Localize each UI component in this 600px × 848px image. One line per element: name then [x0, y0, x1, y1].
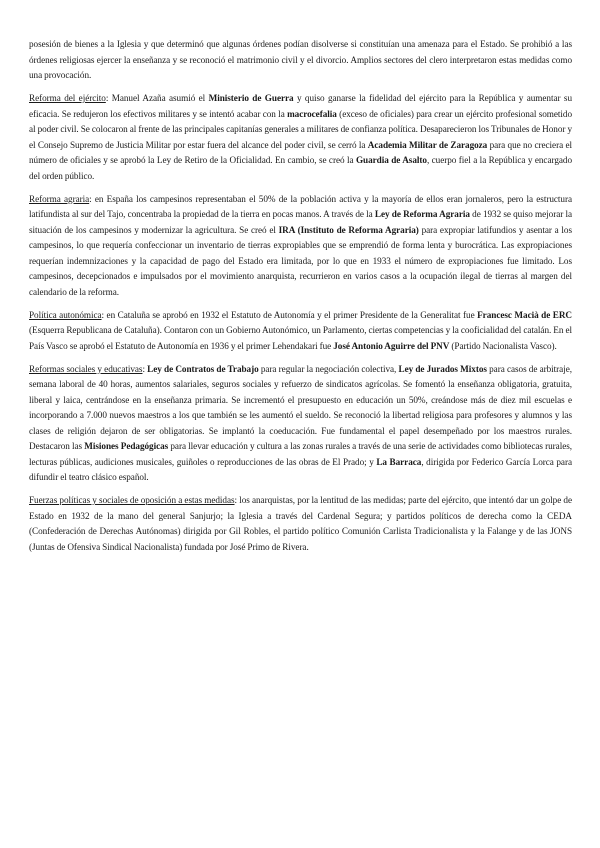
- section-heading-politica-autonomica: Política autonómica: [29, 309, 102, 320]
- section-heading-fuerzas-oposicion: Fuerzas políticas y sociales de oposición a estas medidas: [29, 495, 235, 505]
- bold-term-guardia-asalto: Guardia de Asalto: [355, 155, 427, 165]
- paragraph-politica-autonomica: [29, 308, 572, 355]
- paragraph-text: para casos de arbitraje, semana laboral de 40 horas, aumentos salariales, seguros sociales y refuerzo de sindicatos agrícolas. Se fomentó la enseñanza obligatoria, gratuita, liberal y laica, centrándose en la enseñanza primaria. Se incrementó el presupuesto en educación un 50%, creándose más de diez mil escuelas e incorporando a 7.000 nuevos maestros a los que también se les aumentó el sueldo. Se reconoció la libertad religiosa para profesores y alumnos y las clases de religión dejaron de ser obligatorias. Se implantó la coeducación. Fue fundamental el papel desempeñado por los maestros rurales. Destacaron las: [29, 363, 572, 451]
- bold-term-ley-contratos: Ley de Contratos de Trabajo: [147, 363, 259, 374]
- paragraph-reformas-sociales: [29, 362, 572, 486]
- bold-term-ira: IRA (Instituto de Reforma Agraria): [278, 224, 419, 235]
- section-heading-reformas-sociales: Reformas sociales y educativas: [29, 363, 143, 374]
- bold-term-academia-militar: Academia Militar de Zaragoza: [367, 139, 488, 150]
- paragraph-text: (Partido Nacionalista Vasco).: [449, 340, 557, 351]
- intro-text: posesión de bienes a la Iglesia y que determinó que algunas órdenes podían disolverse si constituían una amenaza para el Estado. Se prohibió a las órdenes religiosas ejercer la enseñanza y se reconoció el matrimonio civil y el divorcio. Amplios sectores del clero interpretaron estas medidas como una provocación.: [29, 39, 572, 80]
- bold-term-francesc-macia: Francesc Macià de ERC: [477, 309, 573, 320]
- bold-term-ministerio-guerra: Ministerio de Guerra: [208, 93, 294, 103]
- bold-term-ley-jurados: Ley de Jurados Mixtos: [398, 363, 487, 374]
- paragraph-text: , dirigida por Federico García Lorca para difundir el teatro clásico español.: [29, 456, 572, 482]
- paragraph-text: de 1932 se quiso mejorar la situación de los campesinos y modernizar la agricultura. Se creó el: [29, 209, 572, 235]
- paragraph-text: para expropiar latifundios y asentar a los campesinos, lo que requería confeccionar un inventario de tierras expropiables que se emprendió de forma lenta y burocrática. Las expropiaciones requerían indemnizaciones y la capacidad de pago del Estado era limitada, por lo que en 1933 el número de expropiaciones fue limitado. Los campesinos, decepcionados e impulsados por el movimiento anarquista, recurrieron en varios casos a la ocupación ilegal de tierras al margen del calendario de la reforma.: [29, 224, 573, 297]
- bold-term-macrocefalia: macrocefalia: [287, 108, 337, 119]
- paragraph-text: : en Cataluña se aprobó en 1932 el Estatuto de Autonomía y el primer Presidente de la Generalitat fue: [101, 309, 478, 320]
- section-heading-reforma-ejercito: Reforma del ejército: [29, 93, 106, 103]
- paragraph-text: :: [142, 363, 148, 374]
- paragraph-text: para que no creciera el número de oficiales y se aprobó la Ley de Retiro de la Oficialidad. En cambio, se creó la: [29, 139, 572, 165]
- bold-term-aguirre-pnv: José Antonio Aguirre del PNV: [333, 340, 450, 351]
- section-heading-reforma-agraria: Reforma agraria: [29, 193, 90, 204]
- paragraph-intro: [29, 37, 572, 84]
- paragraph-reforma-agraria: [29, 192, 572, 301]
- paragraph-text: : los anarquistas, por la lentitud de las medidas; parte del ejército, que intentó dar un golpe de Estado en 1932 de la mano del general Sanjurjo; la Iglesia a través del Cardenal Segura; y partidos políticos de derecha como la CEDA (Confederación de Derechas Autónomas) dirigida por Gil Robles, el partido político Comunión Carlista Tradicionalista y la Falange y de las JONS (Juntas de Ofensiva Sindical Nacionalista) fundada por José Primo de Rivera.: [29, 495, 572, 552]
- document-body: [29, 37, 572, 563]
- paragraph-text: (exceso de oficiales) para crear un ejército profesional sometido al poder civil. Se colocaron al frente de las principales capitanías generales a militares de confianza política. Desaparecieron los Tribunales de Honor y el Consejo Supremo de Justicia Militar por estar fuera del alcance del poder civil, se cerró la: [29, 108, 573, 150]
- paragraph-text: para regular la negociación colectiva,: [258, 363, 399, 374]
- bold-term-misiones-pedagogicas: Misiones Pedagógicas: [84, 441, 169, 451]
- paragraph-fuerzas-oposicion: [29, 493, 572, 555]
- paragraph-text: y quiso ganarse la fidelidad del ejército para la República y aumentar su eficacia. Se redujeron los efectivos militares y se intentó acabar con la: [29, 93, 572, 119]
- paragraph-text: (Esquerra Republicana de Cataluña). Contaron con un Gobierno Autonómico, un Parlamento, ciertas competencias y la cooficialidad del catalán. En el País Vasco se aprobó el Estatuto de Autonomía en 1936 y el primer Lehendakari fue: [29, 325, 572, 351]
- bold-term-la-barraca: La Barraca: [376, 456, 422, 467]
- paragraph-text: : en España los campesinos representaban el 50% de la población activa y la mayoría de ellos eran jornaleros, pero la estructura latifundista al sur del Tajo, concentraba la propiedad de la tierra en pocas manos. A través de la: [29, 193, 572, 219]
- paragraph-text: para llevar educación y cultura a las zonas rurales a través de una serie de actividades como bibliotecas rurales, lecturas públicas, audiciones musicales, guiñoles o reproducciones de las obras de El Prado; y: [29, 441, 572, 467]
- paragraph-text: : Manuel Azaña asumió el: [105, 93, 209, 103]
- bold-term-ley-reforma-agraria: Ley de Reforma Agraria: [374, 209, 470, 219]
- paragraph-text: , cuerpo fiel a la República y encargado del orden público.: [29, 155, 572, 181]
- paragraph-reforma-ejercito: [29, 91, 572, 184]
